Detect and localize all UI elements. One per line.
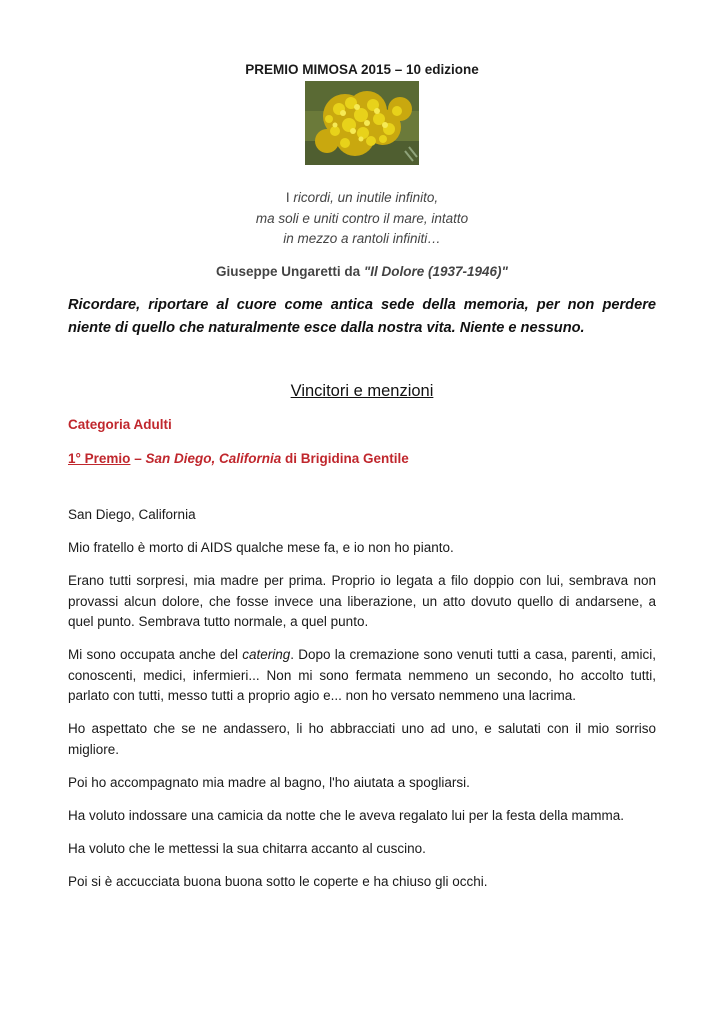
prize-place: 1° Premio (68, 451, 131, 466)
prize-line: 1° Premio – San Diego, California di Brigidina Gentile (68, 451, 409, 466)
story-paragraph: San Diego, California (68, 507, 196, 522)
document-title: PREMIO MIMOSA 2015 – 10 edizione (245, 62, 479, 77)
story-paragraph: Erano tutti sorpresi, mia madre per prima. Proprio io legata a filo doppio con lui, sembrava non provassi alcun dolore, che fosse invece una liberazione, un atto dovuto quello di andarsene, a quel punto. Sembrava tutto normale, a quel punto. (68, 573, 656, 629)
story-paragraph: Ha voluto indossare una camicia da notte che le aveva regalato lui per la festa della mamma. (68, 807, 625, 823)
motto-paragraph: Ricordare, riportare al cuore come antica sede della memoria, per non perdere niente di quello che naturalmente esce dalla nostra vita. Niente e nessuno. (68, 297, 656, 336)
story-text (68, 505, 656, 905)
prize-author: di Brigidina Gentile (281, 451, 409, 466)
prize-work-title: San Diego, California (145, 451, 282, 466)
story-paragraph: Poi si è accucciata buona buona sotto le coperte e ha chiuso gli occhi. (68, 873, 488, 889)
poem-line-1: I ricordi, un inutile infinito, (285, 190, 439, 205)
story-paragraph: Ho aspettato che se ne andassero, li ho abbracciati uno ad uno, e salutati con il mio sorriso migliore. (68, 721, 656, 757)
poem-line-3: in mezzo a rantoli infiniti… (283, 231, 441, 246)
story-paragraph: Mio fratello è morto di AIDS qualche mese fa, e io non ho pianto. (68, 540, 454, 555)
poem-quote (0, 188, 724, 250)
poem-line-2: ma soli e uniti contro il mare, intatto (255, 210, 469, 226)
story-paragraph: Poi ho accompagnato mia madre al bagno, l'ho aiutata a spogliarsi. (68, 774, 470, 790)
story-paragraph: Mi sono occupata anche del catering. Dopo la cremazione sono venuti tutti a casa, parenti, amici, conoscenti, medici, infermieri... Non mi sono fermata nemmeno un secondo, ho accolto tutti, parlato con tutti, messo tutti a proprio agio e... non ho versato nemmeno una lacrima. (68, 647, 656, 703)
poem-attribution: Giuseppe Ungaretti da "Il Dolore (1937-1946)" (216, 264, 508, 279)
mimosa-photo (305, 81, 419, 165)
category-label: Categoria Adulti (68, 417, 172, 432)
story-paragraph: Ha voluto che le mettessi la sua chitarra accanto al cuscino. (68, 840, 426, 856)
section-heading: Vincitori e menzioni (290, 382, 434, 400)
